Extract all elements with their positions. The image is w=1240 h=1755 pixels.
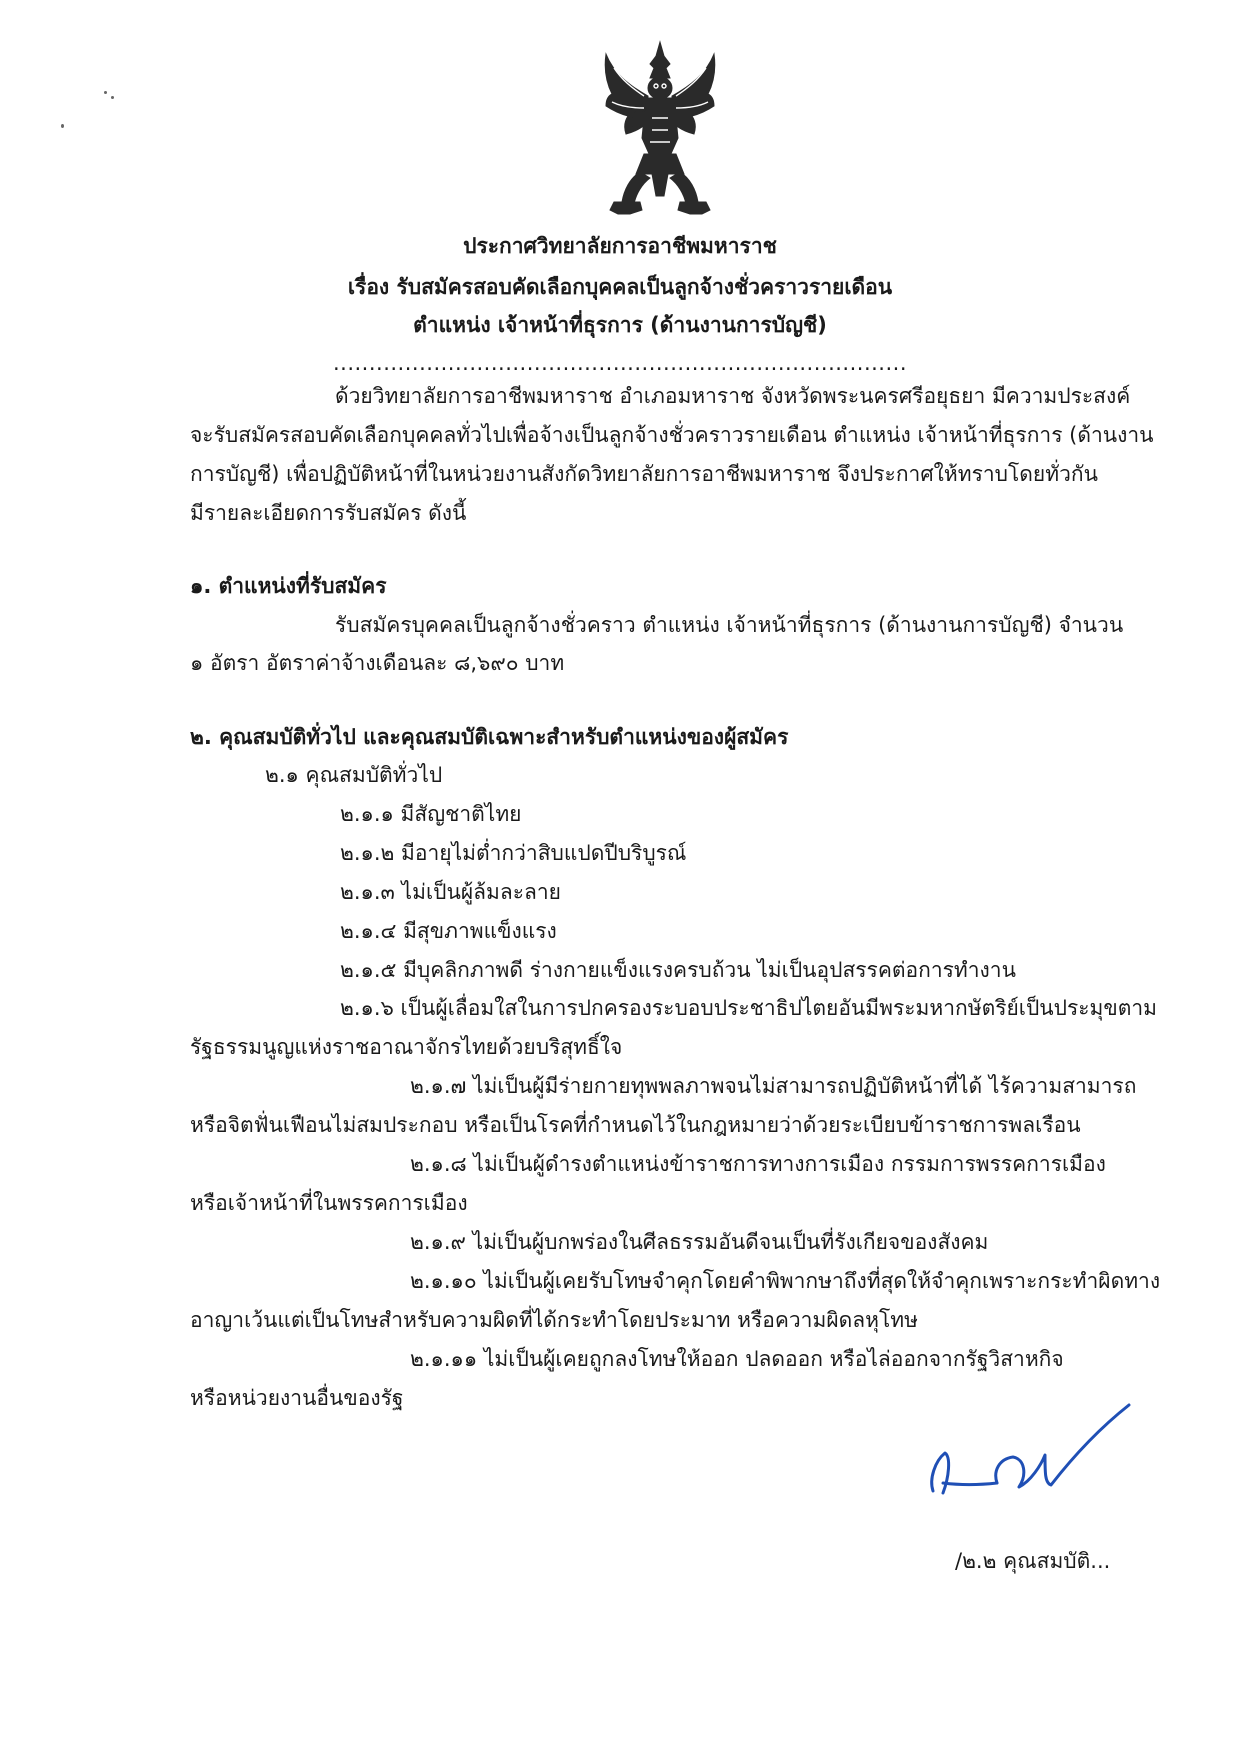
section-2-heading: ๒. คุณสมบัติทั่วไป และคุณสมบัติเฉพาะสำหรับตำแหน่งของผู้สมัคร	[190, 725, 789, 749]
intro-line: จะรับสมัครสอบคัดเลือกบุคคลทั่วไปเพื่อจ้างเป็นลูกจ้างชั่วคราวรายเดือน ตำแหน่ง เจ้าหน้าที่ธุรการ (ด้านงาน	[190, 423, 1154, 447]
qualification-item: ๒.๑.๖ เป็นผู้เลื่อมใสในการปกครองระบอบประชาธิปไตยอันมีพระมหากษัตริย์เป็นประมุขตาม	[340, 996, 1158, 1020]
announcement-position: ตำแหน่ง เจ้าหน้าที่ธุรการ (ด้านงานการบัญชี)	[413, 313, 827, 337]
announcement-subject: เรื่อง รับสมัครสอบคัดเลือกบุคคลเป็นลูกจ้างชั่วคราวรายเดือน	[347, 275, 893, 299]
section-2-1-heading: ๒.๑ คุณสมบัติทั่วไป	[265, 763, 443, 787]
qualification-item: ๒.๑.๑๐ ไม่เป็นผู้เคยรับโทษจำคุกโดยคำพิพากษาถึงที่สุดให้จำคุกเพราะกระทำผิดทาง	[410, 1269, 1161, 1293]
scan-speck	[61, 124, 64, 128]
qualification-item-continuation: หรือเจ้าหน้าที่ในพรรคการเมือง	[190, 1191, 468, 1215]
section-1-line: ๑ อัตรา อัตราค่าจ้างเดือนละ ๘,๖๙๐ บาท	[190, 651, 565, 675]
section-1-heading: ๑. ตำแหน่งที่รับสมัคร	[190, 574, 387, 598]
scan-speck	[104, 91, 107, 94]
scan-speck	[111, 96, 114, 99]
qualification-item: ๒.๑.๙ ไม่เป็นผู้บกพร่องในศีลธรรมอันดีจนเป็นที่รังเกียจของสังคม	[410, 1230, 989, 1254]
garuda-emblem-icon	[600, 38, 720, 223]
qualification-item: ๒.๑.๑๑ ไม่เป็นผู้เคยถูกลงโทษให้ออก ปลดออก หรือไล่ออกจากรัฐวิสาหกิจ	[410, 1347, 1064, 1371]
page-continuation: /๒.๒ คุณสมบัติ...	[955, 1549, 1111, 1573]
intro-line: ด้วยวิทยาลัยการอาชีพมหาราช อำเภอมหาราช จังหวัดพระนครศรีอยุธยา มีความประสงค์	[335, 384, 1131, 408]
title-separator: ................................................................................	[332, 351, 908, 375]
qualification-item: ๒.๑.๑ มีสัญชาติไทย	[340, 802, 522, 826]
qualification-item: ๒.๑.๔ มีสุขภาพแข็งแรง	[340, 919, 557, 943]
qualification-item-continuation: รัฐธรรมนูญแห่งราชอาณาจักรไทยด้วยบริสุทธิ์ใจ	[190, 1035, 623, 1059]
qualification-item: ๒.๑.๗ ไม่เป็นผู้มีร่ายกายทุพพลภาพจนไม่สามารถปฏิบัติหน้าที่ได้ ไร้ความสามารถ	[410, 1074, 1137, 1098]
handwritten-signature-icon	[915, 1395, 1135, 1505]
qualification-item: ๒.๑.๓ ไม่เป็นผู้ล้มละลาย	[340, 880, 561, 904]
intro-line: มีรายละเอียดการรับสมัคร ดังนี้	[190, 501, 467, 525]
qualification-item: ๒.๑.๒ มีอายุไม่ต่ำกว่าสิบแปดปีบริบูรณ์	[340, 841, 687, 865]
qualification-item: ๒.๑.๘ ไม่เป็นผู้ดำรงตำแหน่งข้าราชการทางการเมือง กรรมการพรรคการเมือง	[410, 1152, 1106, 1176]
announcement-title: ประกาศวิทยาลัยการอาชีพมหาราช	[463, 234, 777, 258]
qualification-item: ๒.๑.๕ มีบุคลิกภาพดี ร่างกายแข็งแรงครบถ้วน ไม่เป็นอุปสรรคต่อการทำงาน	[340, 958, 1016, 982]
qualification-item-continuation: หรือหน่วยงานอื่นของรัฐ	[190, 1386, 404, 1410]
qualification-item-continuation: หรือจิตฟั่นเฟือนไม่สมประกอบ หรือเป็นโรคที่กำหนดไว้ในกฎหมายว่าด้วยระเบียบข้าราชการพลเรือน	[190, 1113, 1081, 1137]
qualification-item-continuation: อาญาเว้นแต่เป็นโทษสำหรับความผิดที่ได้กระทำโดยประมาท หรือความผิดลหุโทษ	[190, 1308, 918, 1332]
section-1-line: รับสมัครบุคคลเป็นลูกจ้างชั่วคราว ตำแหน่ง เจ้าหน้าที่ธุรการ (ด้านงานการบัญชี) จำนวน	[335, 613, 1124, 637]
intro-line: การบัญชี) เพื่อปฏิบัติหน้าที่ในหน่วยงานสังกัดวิทยาลัยการอาชีพมหาราช จึงประกาศให้ทราบโดยทั่วกัน	[190, 462, 1098, 486]
